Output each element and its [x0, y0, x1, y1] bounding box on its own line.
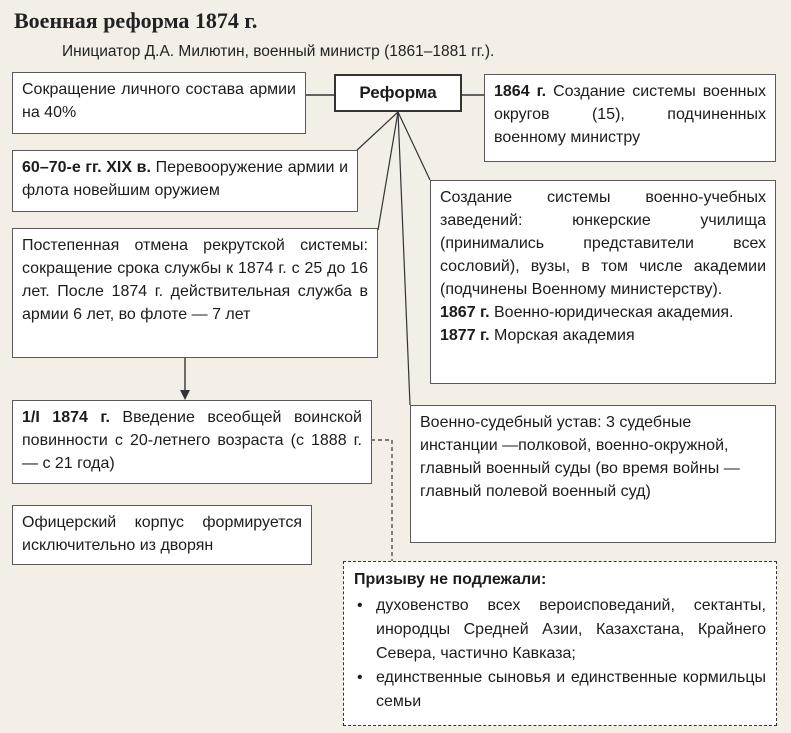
box-recruit-system-text: Постепенная отмена рекрутской системы: сокращение срока службы к 1874 г. с 25 до 16 лет. После 1874 г. действительная служба в армии 6 лет, во флоте — 7 лет	[22, 237, 368, 323]
box-conscription-text: Введение всеобщей воинской повинности с 20-летнего возраста (с 1888 г. — с 21 года)	[22, 409, 362, 472]
connector-rearm	[355, 112, 398, 152]
box-schools-1877-year: 1877 г.	[440, 327, 490, 344]
connector-recruit	[378, 112, 398, 230]
page-title: Военная реформа 1874 г.	[14, 8, 258, 33]
exempt-list	[354, 594, 766, 714]
box-rearmament-year: 60–70-е гг. XIX в.	[22, 159, 151, 176]
box-military-schools	[430, 180, 776, 384]
box-conscription	[12, 400, 372, 484]
box-staff-reduction	[12, 72, 306, 134]
page-subtitle: Инициатор Д.А. Милютин, военный министр (1861–1881 гг.).	[62, 43, 495, 60]
bullet-icon: •	[357, 669, 363, 686]
exempt-item	[357, 594, 766, 666]
box-schools-1867-year: 1867 г.	[440, 304, 490, 321]
box-conscription-date: 1/I 1874 г.	[22, 409, 110, 426]
exempt-item	[357, 666, 766, 714]
box-military-districts	[484, 74, 776, 162]
box-officers-text: Офицерский корпус формируется исключительно из дворян	[22, 514, 302, 554]
box-recruit-system	[12, 228, 378, 358]
exempt-item-text: духовенство всех вероисповеданий, сектанты, инородцы Средней Азии, Казахстана, Крайнего Севера, частично Кавказа;	[376, 597, 766, 662]
box-military-court	[410, 405, 776, 543]
box-staff-reduction-text: Сокращение личного состава армии на 40%	[22, 81, 296, 121]
box-rearmament-text: Перевооружение армии и флота новейшим оружием	[22, 159, 348, 199]
box-districts-text: Создание системы военных округов (15), подчиненных военному министру	[494, 83, 767, 146]
arrow-head	[180, 390, 190, 400]
box-court-text: Военно-судебный устав: 3 судебные инстанции —полковой, военно-окружной, главный военный суды (во время войны — главный полевой военный суд)	[420, 414, 740, 500]
box-schools-text: Создание системы военно-учебных заведений: юнкерские училища (принимались представители всех сословий), вузы, в том числе академии (подчинены Военному министерству).	[440, 189, 766, 298]
box-exempt-from-draft	[343, 561, 777, 726]
box-districts-year: 1864 г.	[494, 83, 547, 100]
dashed-link-exempt	[371, 440, 392, 561]
connector-schools	[398, 112, 430, 180]
box-officers	[12, 505, 312, 565]
exempt-item-text: единственные сыновья и единственные кормильцы семьи	[376, 669, 766, 710]
bullet-icon: •	[357, 597, 363, 614]
connector-court	[398, 112, 410, 405]
exempt-heading: Призыву не подлежали:	[354, 571, 547, 588]
box-schools-1877-text: Морская академия	[494, 327, 635, 344]
box-rearmament	[12, 150, 358, 212]
center-node-reform: Реформа	[334, 74, 462, 112]
box-schools-1867-text: Военно-юридическая академия.	[494, 304, 734, 321]
